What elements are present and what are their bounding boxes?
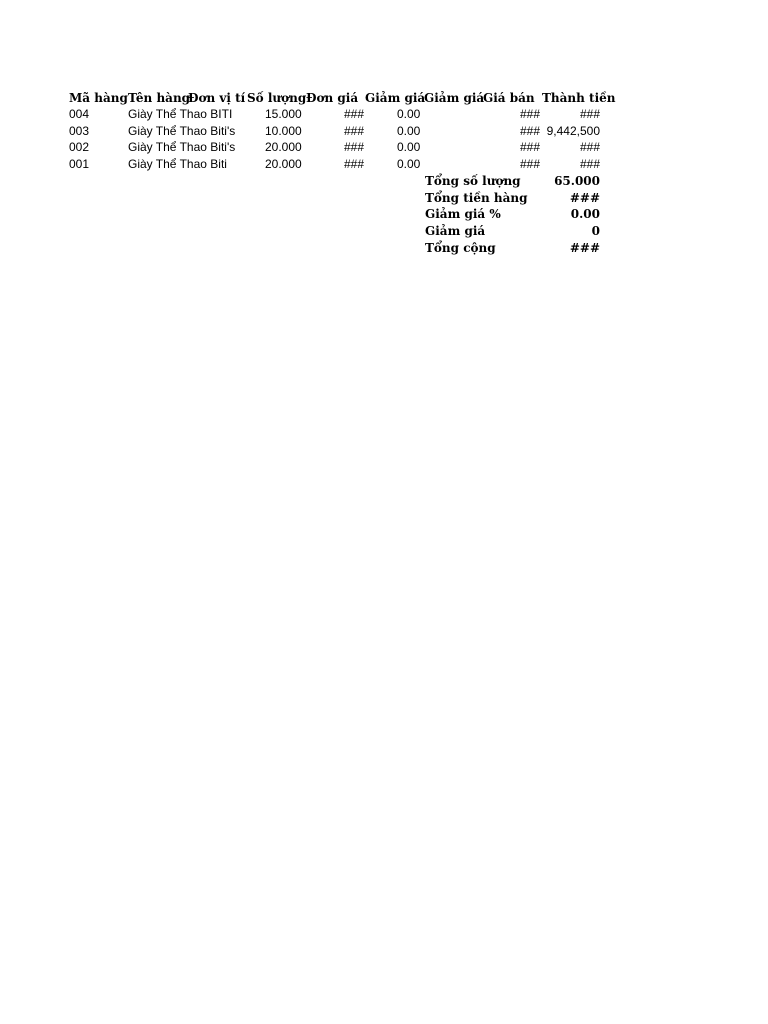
header-code[interactable]: Mã hàng: [69, 91, 128, 105]
cell-code[interactable]: 003: [69, 124, 90, 138]
table-row: [0, 139, 768, 155]
header-discount-pct[interactable]: Giảm giá: [365, 91, 426, 105]
table-row: [0, 123, 768, 139]
summary-row-grand-total: [0, 240, 768, 256]
cell-price[interactable]: ###: [343, 140, 364, 154]
header-sale-price[interactable]: Giá bán: [483, 91, 535, 105]
cell-name[interactable]: Giày Thể Thao BITI: [128, 107, 233, 121]
discount-value[interactable]: 0: [591, 224, 600, 238]
cell-sale-price[interactable]: ###: [519, 140, 540, 154]
header-unit[interactable]: Đơn vị tí: [188, 91, 246, 105]
cell-name[interactable]: Giày Thể Thao Biti: [128, 157, 227, 171]
total-goods-value[interactable]: ###: [569, 191, 600, 205]
table-row: [0, 156, 768, 172]
header-discount[interactable]: Giảm giá: [424, 91, 485, 105]
cell-discount-pct[interactable]: 0.00: [397, 124, 421, 138]
grand-total-value[interactable]: ###: [569, 241, 600, 255]
header-name[interactable]: Tên hàng: [128, 91, 191, 105]
cell-discount-pct[interactable]: 0.00: [397, 157, 421, 171]
cell-discount-pct[interactable]: 0.00: [397, 140, 421, 154]
cell-code[interactable]: 004: [69, 107, 90, 121]
total-qty-value[interactable]: 65.000: [554, 174, 600, 188]
header-qty[interactable]: Số lượng: [247, 91, 307, 105]
grand-total-label[interactable]: Tổng cộng: [425, 241, 496, 255]
cell-sale-price[interactable]: ###: [519, 124, 540, 138]
table-row: [0, 106, 768, 122]
summary-row-discount: [0, 223, 768, 239]
cell-name[interactable]: Giày Thể Thao Biti's: [128, 140, 236, 154]
summary-row-total-goods: [0, 190, 768, 206]
cell-amount[interactable]: 9,442,500: [546, 124, 600, 138]
total-qty-label[interactable]: Tổng số lượng: [425, 174, 521, 188]
cell-name[interactable]: Giày Thể Thao Biti's: [128, 124, 236, 138]
discount-pct-value[interactable]: 0.00: [570, 207, 600, 221]
cell-qty[interactable]: 15.000: [265, 107, 302, 121]
cell-qty[interactable]: 20.000: [265, 140, 302, 154]
total-goods-label[interactable]: Tổng tiền hàng: [425, 191, 528, 205]
cell-discount-pct[interactable]: 0.00: [397, 107, 421, 121]
cell-qty[interactable]: 20.000: [265, 157, 302, 171]
header-row: [0, 90, 768, 106]
header-amount[interactable]: Thành tiền: [542, 91, 616, 105]
cell-price[interactable]: ###: [343, 107, 364, 121]
discount-pct-label[interactable]: Giảm giá %: [425, 207, 501, 221]
cell-price[interactable]: ###: [343, 157, 364, 171]
summary-row-discount-pct: [0, 206, 768, 222]
cell-sale-price[interactable]: ###: [519, 107, 540, 121]
cell-amount[interactable]: ###: [579, 157, 600, 171]
discount-label[interactable]: Giảm giá: [425, 224, 486, 238]
cell-code[interactable]: 002: [69, 140, 90, 154]
cell-qty[interactable]: 10.000: [265, 124, 302, 138]
cell-amount[interactable]: ###: [579, 107, 600, 121]
header-price[interactable]: Đơn giá: [306, 91, 359, 105]
cell-code[interactable]: 001: [69, 157, 90, 171]
cell-price[interactable]: ###: [343, 124, 364, 138]
cell-sale-price[interactable]: ###: [519, 157, 540, 171]
summary-row-total-qty: [0, 173, 768, 189]
cell-amount[interactable]: ###: [579, 140, 600, 154]
